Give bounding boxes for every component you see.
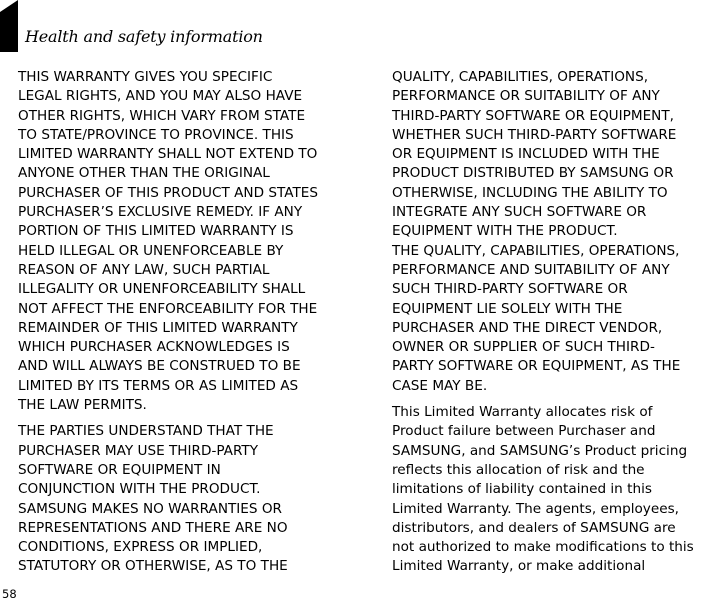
paragraph-third-party-software: THE PARTIES UNDERSTAND THAT THE PURCHASER MAY USE THIRD-PARTY SOFTWARE OR EQUIPMENT IN CONJUNCTION WITH THE PRODUCT. SAMSUNG MAKES NO WARRANTIES OR REPRESENTATIONS AND THERE ARE NO CONDITIONS, EXPRESS OR IMPLIED, STATUTORY OR OTHERWISE, AS TO THE [18, 423, 288, 575]
header-accent-bar [0, 0, 18, 52]
left-column [18, 68, 352, 584]
paragraph-third-party-quality: QUALITY, CAPABILITIES, OPERATIONS, PERFORMANCE OR SUITABILITY OF ANY THIRD-PARTY SOFTWARE OR EQUIPMENT, WHETHER SUCH THIRD-PARTY SOFTWARE OR EQUIPMENT IS INCLUDED WITH THE PRODUCT DISTRIBUTED BY SAMSUNG OR OTHERWISE, INCLUDING THE ABILITY TO INTEGRATE ANY SUCH SOFTWARE OR EQUIPMENT WITH THE PRODUCT. THE QUALITY, CAPABILITIES, OPERATIONS, PERFORMANCE AND SUITABILITY OF ANY SUCH THIRD-PARTY SOFTWARE OR EQUIPMENT LIE SOLELY WITH THE PURCHASER AND THE DIRECT VENDOR, OWNER OR SUPPLIER OF SUCH THIRD- PARTY SOFTWARE OR EQUIPMENT, AS THE CASE MAY BE. [392, 69, 681, 394]
section-title: Health and safety information [25, 27, 263, 46]
page-number: 58 [2, 587, 17, 601]
paragraph-risk-allocation: This Limited Warranty allocates risk of Product failure between Purchaser and SAMSUNG, and SAMSUNG’s Product pricing reflects this allocation of risk and the limitations of liability contained in this Limited Warranty. The agents, employees, distributors, and dealers of SAMSUNG are not authorized to make modifications to this Limited Warranty, or make additional [392, 404, 694, 575]
right-column [392, 68, 721, 584]
paragraph-warranty-rights: THIS WARRANTY GIVES YOU SPECIFIC LEGAL RIGHTS, AND YOU MAY ALSO HAVE OTHER RIGHTS, WHICH VARY FROM STATE TO STATE/PROVINCE TO PROVINCE. THIS LIMITED WARRANTY SHALL NOT EXTEND TO ANYONE OTHER THAN THE ORIGINAL PURCHASER OF THIS PRODUCT AND STATES PURCHASER’S EXCLUSIVE REMEDY. IF ANY PORTION OF THIS LIMITED WARRANTY IS HELD ILLEGAL OR UNENFORCEABLE BY REASON OF ANY LAW, SUCH PARTIAL ILLEGALITY OR UNENFORCEABILITY SHALL NOT AFFECT THE ENFORCEABILITY FOR THE REMAINDER OF THIS LIMITED WARRANTY WHICH PURCHASER ACKNOWLEDGES IS AND WILL ALWAYS BE CONSTRUED TO BE LIMITED BY ITS TERMS OR AS LIMITED AS THE LAW PERMITS. [18, 69, 319, 414]
